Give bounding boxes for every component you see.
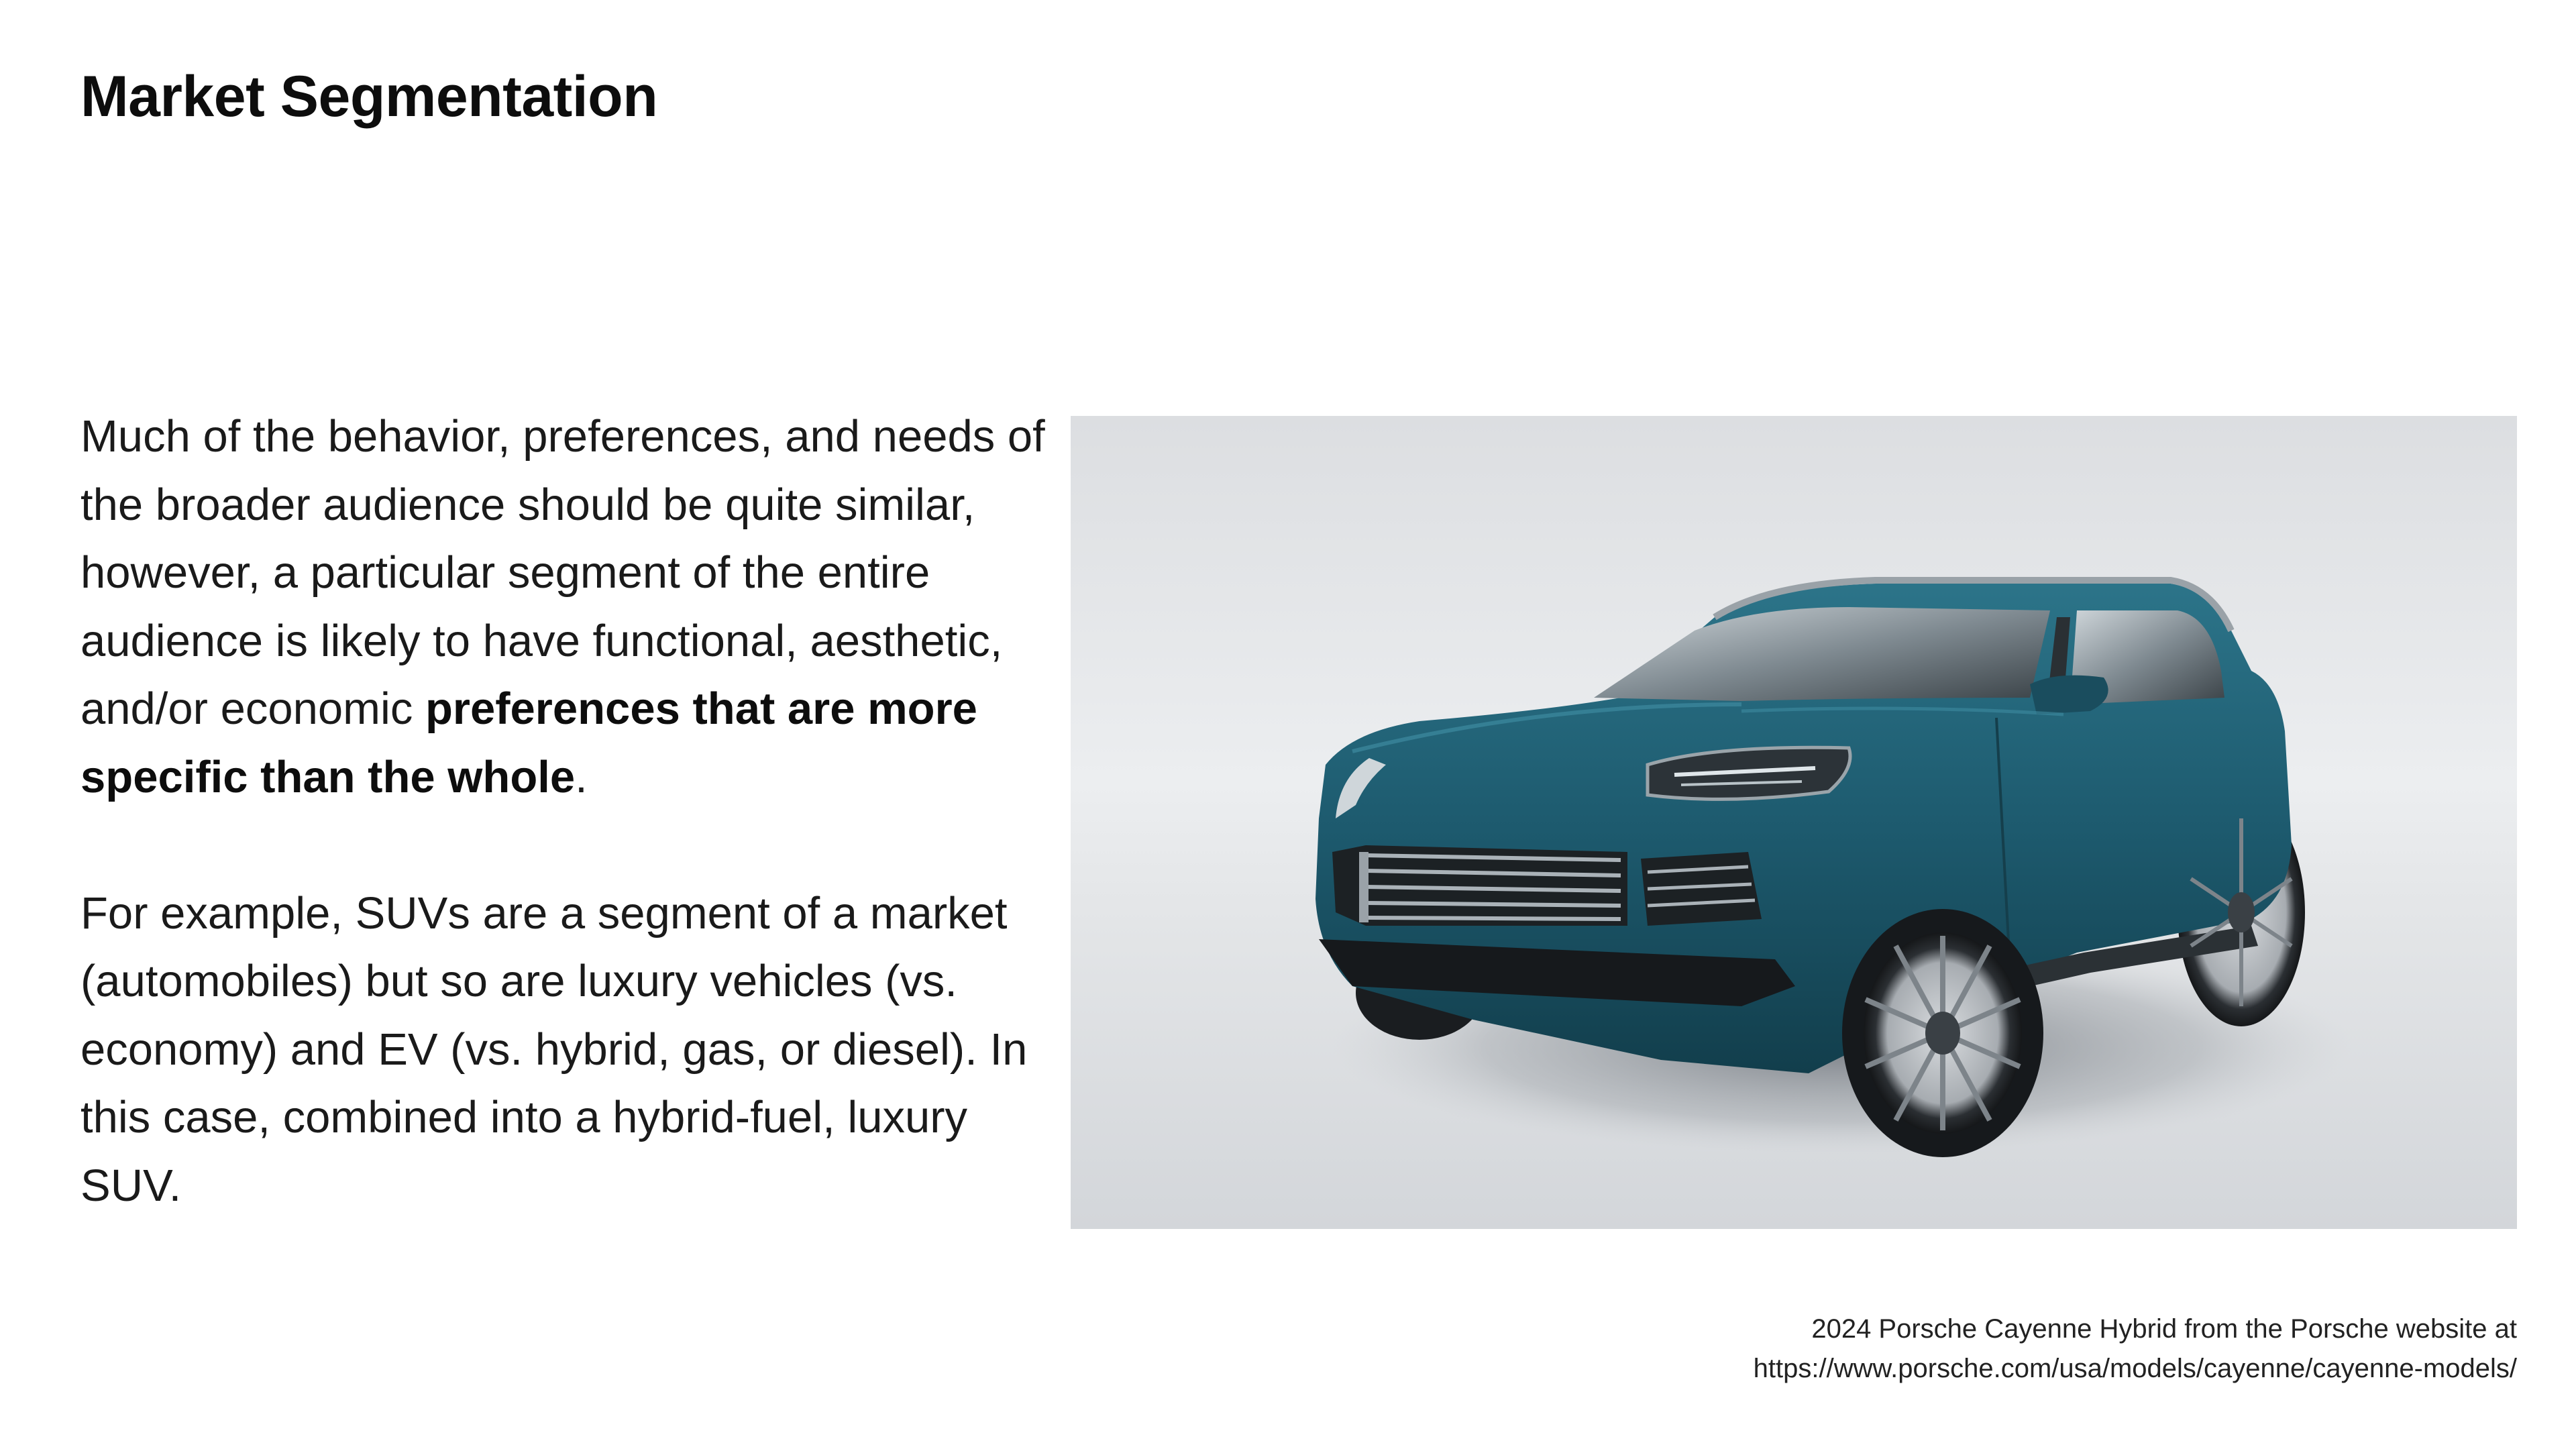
paragraph-example: For example, SUVs are a segment of a market (automobiles) but so are luxury vehicles (vs. economy) and EV (vs. hybrid, gas, or diesel). In this case, combined into a hybrid-fuel, luxury SUV. [80,888,1028,1211]
paragraph-segmentation-definition [80,402,1046,811]
caption-line-1: 2024 Porsche Cayenne Hybrid from the Porsche website at [1811,1314,2517,1344]
caption-source-url: https://www.porsche.com/usa/models/cayenne/cayenne-models/ [1753,1354,2517,1383]
paragraph1-text: Much of the behavior, preferences, and needs of the broader audience should be quite similar, however, a particular segment of the entire audience is likely to have functional, aesthetic, and/or economic [80,411,1045,734]
paragraph1-bold-text: preferences that are more specific than the whole [80,684,977,802]
image-caption [1754,1309,2517,1389]
paragraph1-period: . [575,751,588,802]
body-text [80,402,1046,1220]
porsche-cayenne-image [1071,416,2517,1229]
car-photo [1071,416,2517,1229]
slide-title: Market Segmentation [80,64,658,129]
